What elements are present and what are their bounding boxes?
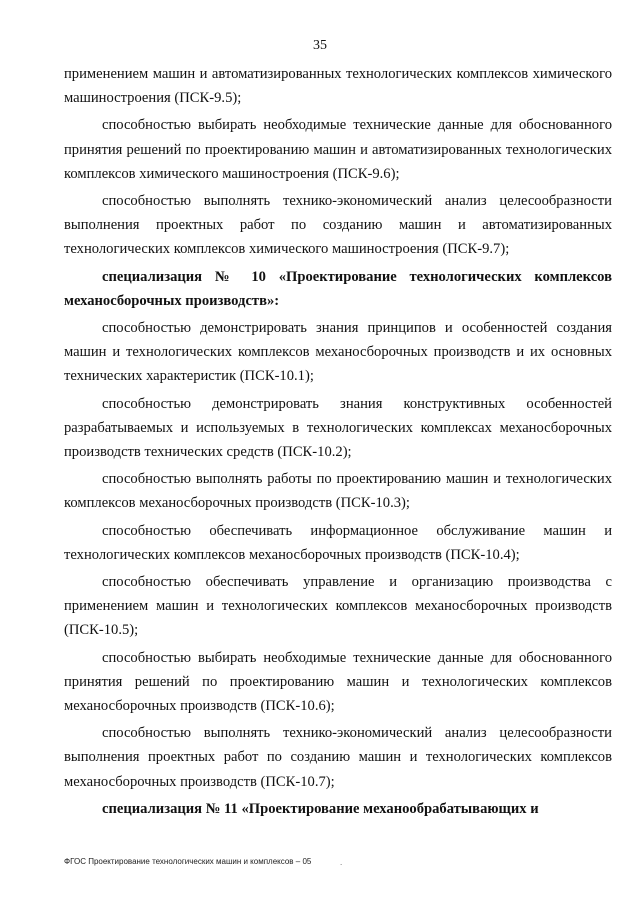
paragraph: способностью обеспечивать управление и организацию производства с применением машин и технологических комплексов механосборочных производств (ПСК-10.5);: [64, 574, 612, 639]
paragraph: способностью демонстрировать знания принципов и особенностей создания машин и технологических комплексов механосборочных производств и их основных технических характеристик (ПСК-10.1);: [64, 320, 612, 385]
paragraph: способностью обеспечивать информационное обслуживание машин и технологических комплексов механосборочных производств (ПСК-10.4);: [64, 522, 612, 563]
paragraph: способностью выполнять технико-экономический анализ целесообразности выполнения проектных работ по созданию машин и технологических комплексов механосборочных производств (ПСК-10.7);: [64, 725, 612, 790]
page-footer: ФГОС Проектирование технологических машин и комплексов – 05: [64, 857, 312, 866]
page-number: 35: [313, 38, 327, 53]
paragraph: способностью выполнять работы по проектированию машин и технологических комплексов механосборочных производств (ПСК-10.3);: [64, 471, 612, 512]
paragraph: способностью демонстрировать знания конструктивных особенностей разрабатываемых и используемых в технологических комплексах механосборочных производств технических средств (ПСК-10.2);: [64, 395, 612, 461]
paragraph: способностью выбирать необходимые технические данные для обоснованного принятия решений по проектированию машин и технологических комплексов механосборочных производств (ПСК-10.6);: [64, 649, 612, 715]
paragraph: применением машин и автоматизированных технологических комплексов химического машиностроения (ПСК-9.5);: [64, 66, 612, 107]
specialization-heading: специализация № 10 «Проектирование технологических комплексов механосборочных производств»:: [64, 268, 612, 309]
paragraph: способностью выполнять технико-экономический анализ целесообразности выполнения проектных работ по созданию машин и автоматизированных технологических комплексов химического машиностроения (ПСК-9.7);: [64, 193, 612, 258]
document-body: [64, 62, 612, 824]
specialization-heading: специализация № 11 «Проектирование механообрабатывающих и: [102, 800, 539, 817]
footer-mark: .: [340, 858, 343, 867]
paragraph: способностью выбирать необходимые технические данные для обоснованного принятия решений по проектированию машин и автоматизированных технологических комплексов химического машиностроения (ПСК-9.6);: [64, 117, 612, 182]
